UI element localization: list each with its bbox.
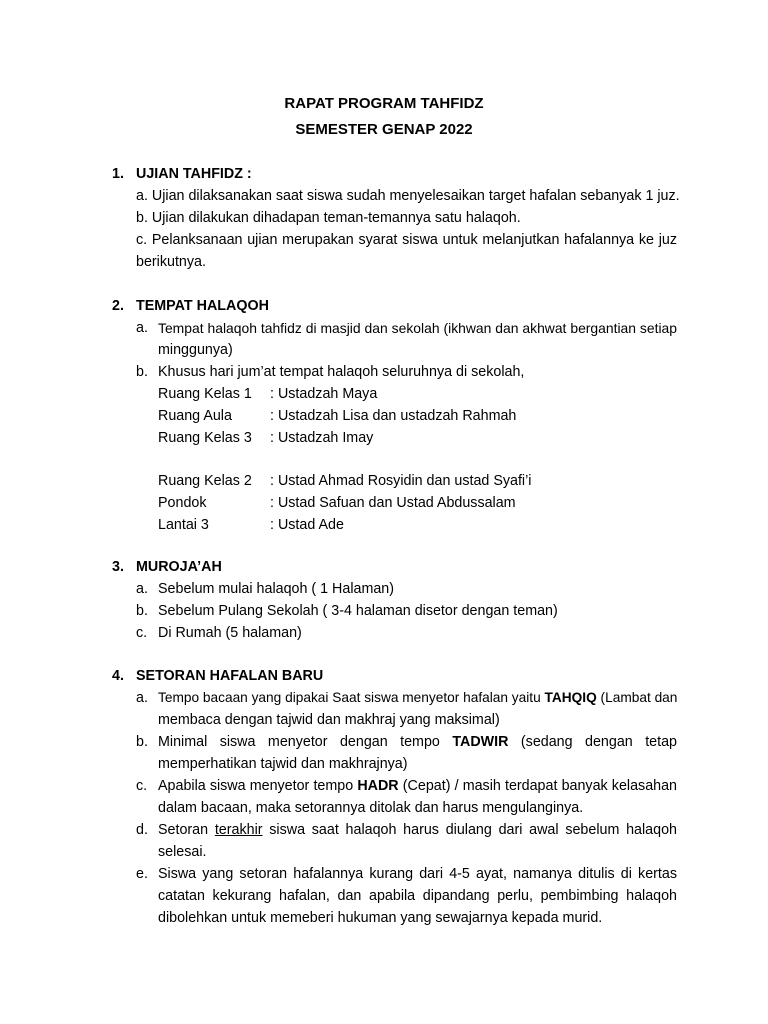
section-heading: SETORAN HAFALAN BARU [136, 668, 324, 684]
list-item [158, 775, 677, 797]
list-marker: a. [136, 581, 148, 597]
list-item-continuation: selesai. [158, 844, 207, 860]
text-run: Setoran [158, 822, 215, 838]
text-run: (Lambat dan [596, 690, 678, 705]
list-item: Sebelum Pulang Sekolah ( 3-4 halaman disetor dengan teman) [158, 603, 558, 619]
list-item: Di Rumah (5 halaman) [158, 625, 302, 641]
section-heading: TEMPAT HALAQOH [136, 298, 269, 314]
room-teacher: : Ustad Ade [270, 517, 344, 533]
section-heading: MUROJA’AH [136, 559, 222, 575]
list-marker: a. [136, 320, 148, 336]
room-teacher: : Ustad Safuan dan Ustad Abdussalam [270, 495, 516, 511]
list-marker: b. [136, 734, 148, 750]
tempo-term: HADR [357, 778, 399, 794]
room-teacher: : Ustadzah Imay [270, 430, 374, 446]
list-item-continuation: membaca dengan tajwid dan makhraj yang maksimal) [158, 712, 500, 728]
room-name: Ruang Kelas 3 [158, 430, 252, 446]
room-teacher: : Ustadzah Maya [270, 386, 378, 402]
list-item: Tempat halaqoh tahfidz di masjid dan sekolah (ikhwan dan akhwat bergantian setiap [158, 320, 677, 336]
room-teacher: : Ustad Ahmad Rosyidin dan ustad Syafi’i [270, 473, 532, 489]
tempo-term: TAHQIQ [544, 690, 597, 705]
list-marker: a. [136, 690, 148, 706]
room-name: Ruang Kelas 1 [158, 386, 252, 402]
list-item: Khusus hari jum’at tempat halaqoh seluruhnya di sekolah, [158, 364, 525, 380]
text-run: Minimal siswa menyetor dengan tempo [158, 734, 453, 750]
text-run: (sedang dengan tetap [508, 734, 677, 750]
section-heading: UJIAN TAHFIDZ : [136, 166, 252, 182]
room-teacher: : Ustadzah Lisa dan ustadzah Rahmah [270, 408, 517, 424]
section-number: 3. [112, 559, 124, 575]
list-item: b. Ujian dilakukan dihadapan teman-temannya satu halaqoh. [136, 210, 521, 226]
document-title: RAPAT PROGRAM TAHFIDZ [284, 95, 484, 112]
document-subtitle: SEMESTER GENAP 2022 [295, 121, 473, 138]
list-item-continuation: berikutnya. [136, 254, 206, 270]
list-marker: b. [136, 364, 148, 380]
text-run: Tempo bacaan yang dipakai Saat siswa menyetor hafalan yaitu [158, 690, 545, 705]
list-item-continuation: minggunya) [158, 342, 233, 358]
room-name: Lantai 3 [158, 517, 209, 533]
list-item: a. Ujian dilaksanakan saat siswa sudah menyelesaikan target hafalan sebanyak 1 juz. [136, 188, 680, 204]
list-marker: e. [136, 866, 148, 882]
list-item [158, 731, 677, 753]
list-item: Sebelum mulai halaqoh ( 1 Halaman) [158, 581, 395, 597]
list-item-continuation: dibolehkan untuk memeberi hukuman yang sewajarnya kepada murid. [158, 910, 603, 926]
list-marker: c. [136, 625, 148, 641]
list-item-continuation: memperhatikan tajwid dan makhrajnya) [158, 756, 408, 772]
list-marker: c. [136, 778, 148, 794]
list-item-continuation: dalam bacaan, maka setorannya ditolak dan harus mengulanginya. [158, 800, 584, 816]
tempo-term: TADWIR [452, 734, 509, 750]
list-item: c. Pelanksanaan ujian merupakan syarat siswa untuk melanjutkan hafalannya ke juz [136, 232, 677, 248]
list-marker: d. [136, 822, 148, 838]
section-number: 1. [112, 166, 124, 182]
room-name: Ruang Aula [158, 408, 232, 424]
underlined-word: terakhir [214, 822, 263, 838]
list-item [158, 819, 677, 841]
text-run: (Cepat) / masih terdapat banyak kelasahan [398, 778, 677, 794]
list-marker: b. [136, 603, 148, 619]
room-name: Pondok [158, 495, 207, 511]
section-number: 2. [112, 298, 124, 314]
list-item-continuation: catatan kekurang hafalan, dan apabila dipandang perlu, pembimbing halaqoh [158, 888, 677, 904]
text-run: siswa saat halaqoh harus diulang dari awal sebelum halaqoh [262, 822, 677, 838]
room-name: Ruang Kelas 2 [158, 473, 252, 489]
section-number: 4. [112, 668, 124, 684]
list-item: Siswa yang setoran hafalannya kurang dari 4-5 ayat, namanya ditulis di kertas [158, 866, 677, 882]
text-run: Apabila siswa menyetor tempo [158, 778, 358, 794]
list-item [158, 687, 677, 709]
